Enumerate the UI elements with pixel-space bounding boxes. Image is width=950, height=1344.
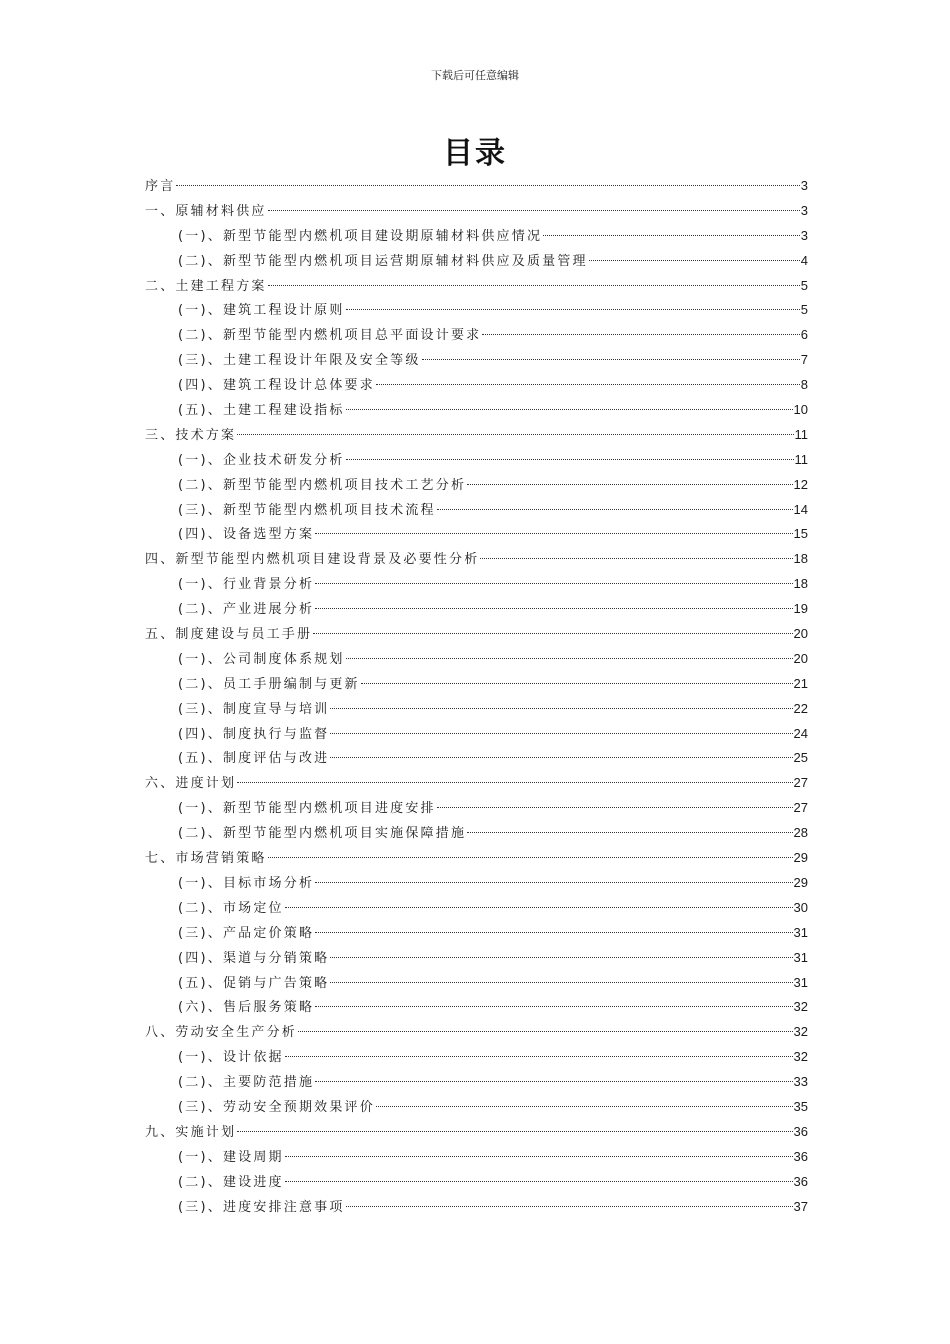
toc-entry-page-number: 3 — [800, 202, 808, 218]
toc-entry-label: (三)、制度宣导与培训 — [178, 701, 330, 717]
toc-entry-page-number: 29 — [793, 874, 808, 890]
toc-dot-leader — [376, 384, 800, 385]
toc-entry-page-number: 31 — [793, 949, 808, 965]
toc-entry-label: (六)、售后服务策略 — [178, 1000, 315, 1016]
toc-entry[interactable] — [145, 746, 808, 771]
toc-entry-label: (三)、进度安排注意事项 — [178, 1199, 345, 1215]
toc-entry[interactable] — [145, 771, 808, 796]
toc-entry-label: (二)、产业进展分析 — [178, 602, 315, 618]
toc-entry[interactable] — [145, 473, 808, 498]
toc-entry[interactable] — [145, 971, 808, 996]
toc-entry-label: (二)、主要防范措施 — [178, 1075, 315, 1091]
toc-dot-leader — [346, 409, 793, 410]
toc-entry[interactable] — [145, 796, 808, 821]
toc-entry-label: (四)、渠道与分销策略 — [178, 950, 330, 966]
toc-entry[interactable] — [145, 398, 808, 423]
toc-entry-label: (二)、建设进度 — [178, 1174, 284, 1190]
toc-entry-label: (一)、企业技术研发分析 — [178, 452, 345, 468]
toc-dot-leader — [346, 459, 794, 460]
toc-entry[interactable] — [145, 547, 808, 572]
toc-entry-label: (一)、公司制度体系规划 — [178, 651, 345, 667]
toc-entry-label: 八、劳动安全生产分析 — [145, 1025, 298, 1041]
toc-entry[interactable] — [145, 871, 808, 896]
toc-dot-leader — [268, 210, 800, 211]
toc-entry-page-number: 11 — [794, 451, 808, 467]
page-title: 目录 — [443, 136, 507, 171]
toc-entry[interactable] — [145, 174, 808, 199]
toc-dot-leader — [176, 185, 799, 186]
toc-entry[interactable] — [145, 1095, 808, 1120]
toc-entry-page-number: 31 — [793, 924, 808, 940]
toc-entry-label: (五)、制度评估与改进 — [178, 751, 330, 767]
toc-entry[interactable] — [145, 448, 808, 473]
toc-dot-leader — [361, 683, 793, 684]
toc-entry-label: (一)、新型节能型内燃机项目建设期原辅材料供应情况 — [178, 228, 543, 244]
toc-entry-label: (二)、新型节能型内燃机项目总平面设计要求 — [178, 328, 482, 344]
toc-dot-leader — [237, 1131, 792, 1132]
toc-entry-label: (二)、新型节能型内燃机项目实施保障措施 — [178, 826, 467, 842]
toc-entry[interactable] — [145, 1195, 808, 1220]
toc-entry[interactable] — [145, 846, 808, 871]
toc-entry-page-number: 24 — [793, 725, 808, 741]
toc-dot-leader — [237, 782, 792, 783]
toc-entry[interactable] — [145, 672, 808, 697]
toc-entry-page-number: 37 — [793, 1198, 808, 1214]
toc-entry-label: (二)、市场定位 — [178, 900, 284, 916]
toc-entry-label: (三)、新型节能型内燃机项目技术流程 — [178, 502, 436, 518]
toc-entry-label: (一)、目标市场分析 — [178, 875, 315, 891]
toc-entry-label: (一)、建设周期 — [178, 1149, 284, 1165]
toc-entry-page-number: 4 — [800, 252, 808, 268]
toc-entry-label: (二)、员工手册编制与更新 — [178, 676, 360, 692]
toc-entry[interactable] — [145, 498, 808, 523]
toc-entry[interactable] — [145, 896, 808, 921]
toc-entry-page-number: 36 — [793, 1173, 808, 1189]
toc-entry-label: 三、技术方案 — [145, 427, 237, 443]
toc-dot-leader — [482, 334, 799, 335]
toc-dot-leader — [285, 1156, 793, 1157]
toc-entry[interactable] — [145, 1045, 808, 1070]
toc-entry-label: 四、新型节能型内燃机项目建设背景及必要性分析 — [145, 552, 480, 568]
toc-entry-label: (一)、建筑工程设计原则 — [178, 303, 345, 319]
toc-entry[interactable] — [145, 647, 808, 672]
toc-entry[interactable] — [145, 423, 808, 448]
toc-entry[interactable] — [145, 224, 808, 249]
toc-dot-leader — [285, 1056, 793, 1057]
toc-entry[interactable] — [145, 1170, 808, 1195]
toc-dot-leader — [285, 1181, 793, 1182]
toc-entry-label: 九、实施计划 — [145, 1124, 237, 1140]
toc-entry-page-number: 29 — [793, 850, 808, 866]
toc-entry-label: 七、市场营销策略 — [145, 851, 267, 867]
toc-entry[interactable] — [145, 522, 808, 547]
toc-dot-leader — [480, 558, 792, 559]
toc-entry[interactable] — [145, 995, 808, 1020]
toc-dot-leader — [330, 982, 792, 983]
toc-dot-leader — [346, 658, 793, 659]
toc-entry-page-number: 18 — [793, 576, 808, 592]
toc-entry[interactable] — [145, 1020, 808, 1045]
toc-entry-label: (四)、制度执行与监督 — [178, 726, 330, 742]
toc-entry-label: (四)、设备选型方案 — [178, 527, 315, 543]
toc-entry-page-number: 14 — [793, 501, 808, 517]
toc-entry-label: 六、进度计划 — [145, 776, 237, 792]
toc-entry[interactable] — [145, 722, 808, 747]
toc-entry-label: 序言 — [145, 179, 176, 194]
toc-entry[interactable] — [145, 1145, 808, 1170]
toc-entry[interactable] — [145, 697, 808, 722]
toc-entry[interactable] — [145, 298, 808, 323]
toc-entry[interactable] — [145, 946, 808, 971]
toc-entry-page-number: 19 — [793, 601, 808, 617]
toc-entry-page-number: 20 — [793, 626, 808, 642]
toc-entry-page-number: 32 — [793, 1049, 808, 1065]
toc-entry[interactable] — [145, 249, 808, 274]
toc-entry-label: (一)、设计依据 — [178, 1050, 284, 1066]
toc-entry[interactable] — [145, 821, 808, 846]
toc-entry-page-number: 35 — [793, 1098, 808, 1114]
toc-dot-leader — [315, 932, 792, 933]
toc-entry[interactable] — [145, 921, 808, 946]
toc-entry-page-number: 5 — [800, 277, 808, 293]
toc-dot-leader — [315, 1081, 792, 1082]
toc-entry-page-number: 33 — [793, 1074, 808, 1090]
toc-entry-label: (二)、新型节能型内燃机项目技术工艺分析 — [178, 477, 467, 493]
toc-dot-leader — [330, 733, 792, 734]
toc-entry-label: (一)、行业背景分析 — [178, 577, 315, 593]
toc-entry-page-number: 27 — [793, 800, 808, 816]
toc-dot-leader — [346, 1206, 793, 1207]
toc-entry-page-number: 22 — [793, 700, 808, 716]
toc-entry-page-number: 30 — [793, 899, 808, 915]
toc-entry[interactable] — [145, 323, 808, 348]
toc-entry-page-number: 3 — [800, 227, 808, 243]
toc-dot-leader — [285, 907, 793, 908]
toc-dot-leader — [467, 484, 792, 485]
toc-dot-leader — [315, 583, 792, 584]
toc-entry-label: 二、土建工程方案 — [145, 278, 267, 294]
toc-entry-page-number: 21 — [793, 675, 808, 691]
toc-entry-label: (五)、土建工程建设指标 — [178, 403, 345, 419]
toc-dot-leader — [330, 757, 792, 758]
toc-entry-page-number: 6 — [800, 327, 808, 343]
toc-entry-page-number: 11 — [794, 426, 808, 442]
toc-entry-page-number: 25 — [793, 750, 808, 766]
toc-dot-leader — [315, 1006, 792, 1007]
toc-entry-page-number: 7 — [800, 352, 808, 368]
toc-dot-leader — [437, 509, 793, 510]
toc-dot-leader — [237, 434, 793, 435]
toc-entry-label: (二)、新型节能型内燃机项目运营期原辅材料供应及质量管理 — [178, 253, 588, 269]
toc-dot-leader — [313, 633, 792, 634]
toc-entry-page-number: 15 — [793, 526, 808, 542]
toc-entry-label: (三)、劳动安全预期效果评价 — [178, 1099, 375, 1115]
toc-entry[interactable] — [145, 373, 808, 398]
table-of-contents — [145, 174, 808, 1219]
toc-entry-page-number: 32 — [793, 999, 808, 1015]
toc-entry-page-number: 28 — [793, 825, 808, 841]
toc-dot-leader — [437, 807, 793, 808]
toc-dot-leader — [543, 235, 800, 236]
toc-dot-leader — [315, 608, 792, 609]
toc-dot-leader — [376, 1106, 793, 1107]
toc-entry-page-number: 12 — [793, 476, 808, 492]
toc-dot-leader — [330, 708, 792, 709]
toc-entry-label: (三)、产品定价策略 — [178, 925, 315, 941]
toc-dot-leader — [422, 359, 800, 360]
toc-entry-page-number: 3 — [800, 178, 808, 193]
page-header: 下载后可任意编辑 — [431, 69, 519, 82]
toc-dot-leader — [589, 260, 800, 261]
toc-entry[interactable] — [145, 597, 808, 622]
toc-entry[interactable] — [145, 572, 808, 597]
toc-entry-label: (四)、建筑工程设计总体要求 — [178, 378, 375, 394]
toc-entry-page-number: 8 — [800, 377, 808, 393]
toc-entry-page-number: 36 — [793, 1123, 808, 1139]
toc-entry-label: 五、制度建设与员工手册 — [145, 627, 313, 643]
toc-entry-label: 一、原辅材料供应 — [145, 203, 267, 219]
toc-dot-leader — [298, 1031, 793, 1032]
toc-entry-page-number: 31 — [793, 974, 808, 990]
toc-entry-label: (五)、促销与广告策略 — [178, 975, 330, 991]
toc-dot-leader — [330, 957, 792, 958]
toc-entry[interactable] — [145, 199, 808, 224]
toc-dot-leader — [346, 309, 800, 310]
toc-entry[interactable] — [145, 622, 808, 647]
toc-entry-page-number: 18 — [793, 551, 808, 567]
toc-dot-leader — [268, 857, 793, 858]
toc-entry-label: (一)、新型节能型内燃机项目进度安排 — [178, 801, 436, 817]
toc-entry-page-number: 32 — [793, 1024, 808, 1040]
toc-entry[interactable] — [145, 348, 808, 373]
toc-entry[interactable] — [145, 274, 808, 299]
toc-entry-page-number: 20 — [793, 650, 808, 666]
toc-dot-leader — [315, 882, 792, 883]
toc-entry-page-number: 36 — [793, 1148, 808, 1164]
toc-entry-page-number: 10 — [793, 402, 808, 418]
toc-dot-leader — [315, 533, 792, 534]
toc-dot-leader — [268, 285, 800, 286]
toc-entry[interactable] — [145, 1070, 808, 1095]
toc-entry-label: (三)、土建工程设计年限及安全等级 — [178, 353, 421, 369]
toc-dot-leader — [467, 832, 792, 833]
toc-entry[interactable] — [145, 1120, 808, 1145]
toc-entry-page-number: 27 — [793, 775, 808, 791]
toc-entry-page-number: 5 — [800, 302, 808, 318]
